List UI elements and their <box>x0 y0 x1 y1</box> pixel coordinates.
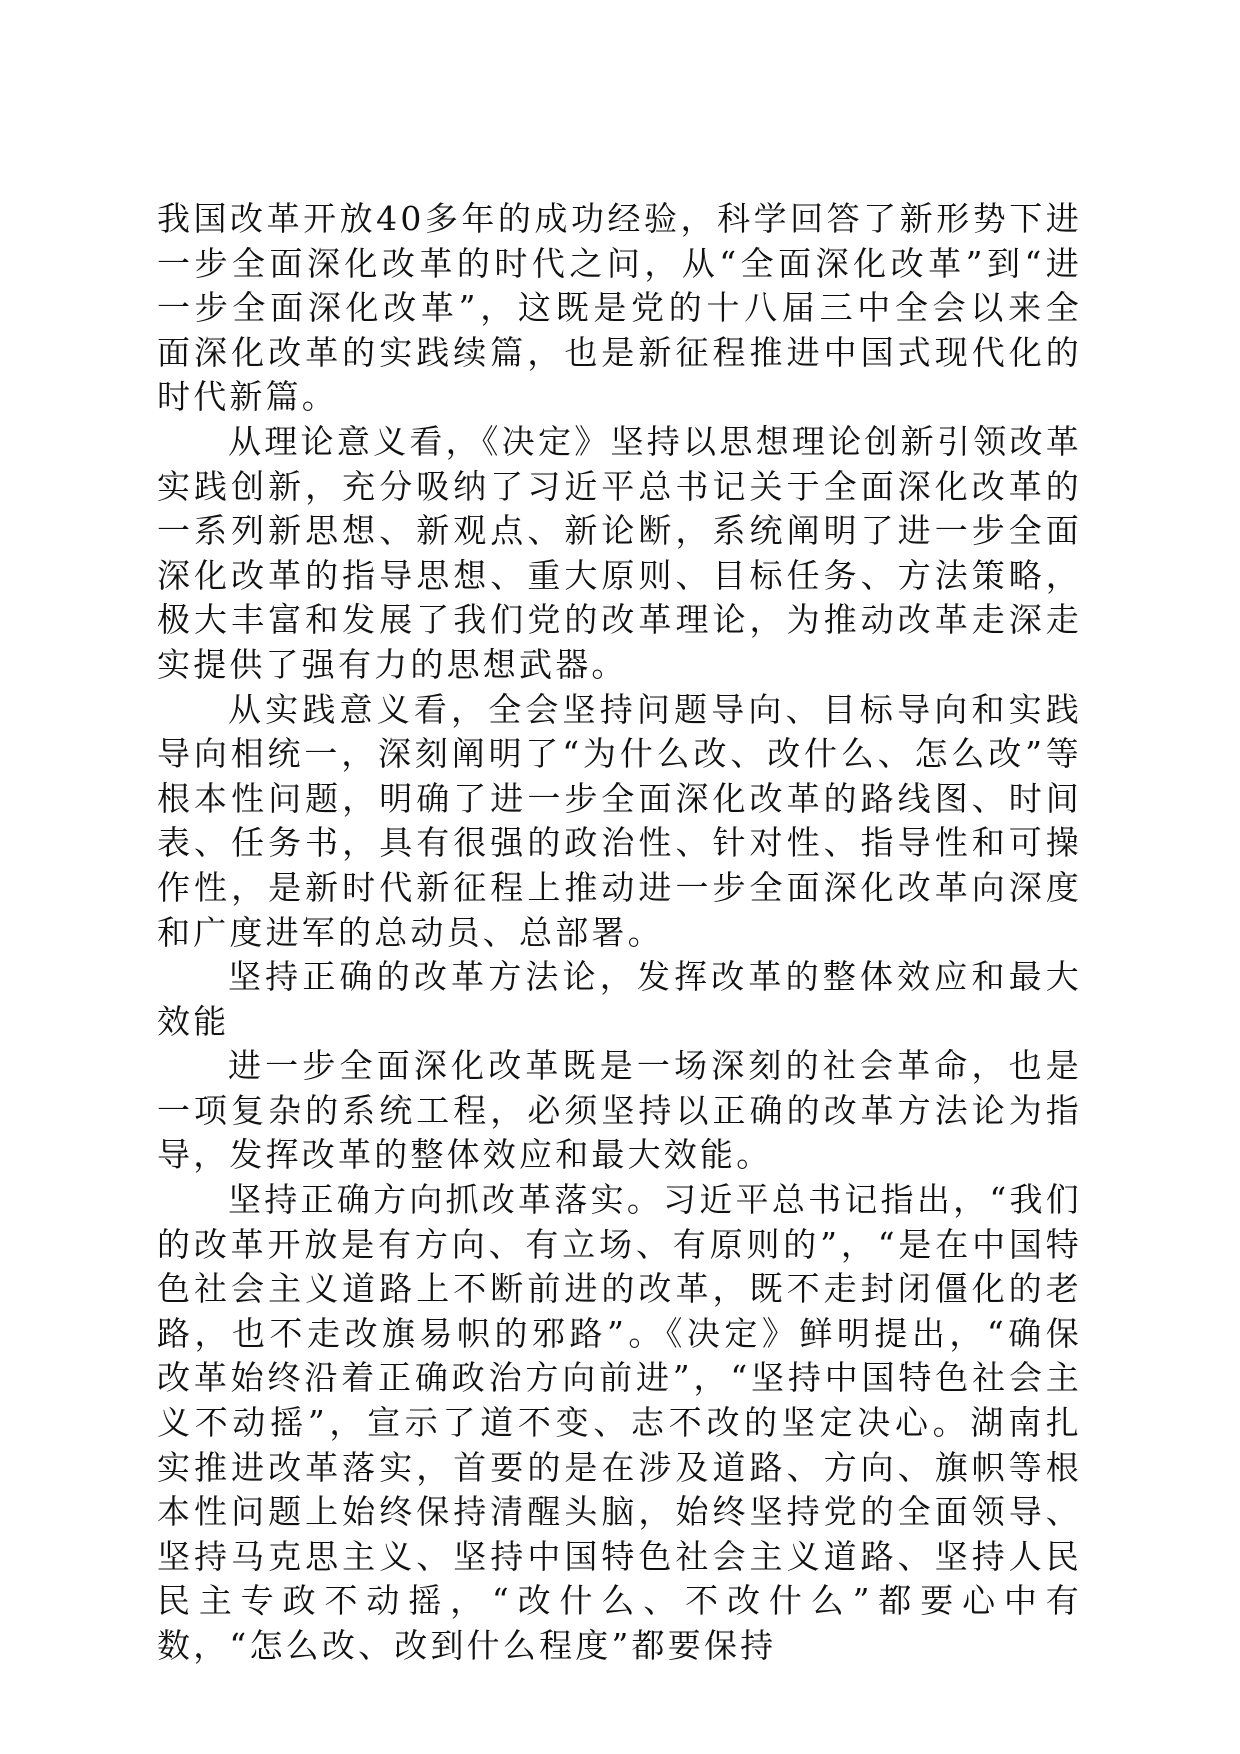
paragraph-methodology-intro: 进一步全面深化改革既是一场深刻的社会革命，也是一项复杂的系统工程，必须坚持以正确的改革方法论为指导，发挥改革的整体效应和最大效能。 <box>157 1046 1082 1175</box>
paragraph-correct-direction: 坚持正确方向抓改革落实。习近平总书记指出，“我们的改革开放是有方向、有立场、有原则的”，“是在中国特色社会主义道路上不断前进的改革，既不走封闭僵化的老路，也不走改旗易帜的邪路”。《决定》鲜明提出，“确保改革始终沿着正确政治方向前进”，“坚持中国特色社会主义不动摇”，宣示了道不变、志不改的坚定决心。湖南扎实推进改革落实，首要的是在涉及道路、方向、旗帜等根本性问题上始终保持清醒头脑，始终坚持党的全面领导、坚持马克思主义、坚持中国特色社会主义道路、坚持人民民主专政不动摇，“改什么、不改什么”都要心中有数，“怎么改、改到什么程度”都要保持 <box>157 1180 1082 1665</box>
section-heading: 坚持正确的改革方法论，发挥改革的整体效应和最大效能 <box>157 957 1082 1041</box>
paragraph-theoretical-significance: 从理论意义看，《决定》坚持以思想理论创新引领改革实践创新，充分吸纳了习近平总书记关于全面深化改革的一系列新思想、新观点、新论断，系统阐明了进一步全面深化改革的指导思想、重大原则、目标任务、方法策略，极大丰富和发展了我们党的改革理论，为推动改革走深走实提供了强有力的思想武器。 <box>157 421 1082 684</box>
paragraph-practical-significance: 从实践意义看，全会坚持问题导向、目标导向和实践导向相统一，深刻阐明了“为什么改、改什么、怎么改”等根本性问题，明确了进一步全面深化改革的路线图、时间表、任务书，具有很强的政治性、针对性、指导性和可操作性，是新时代新征程上推动进一步全面深化改革向深度和广度进军的总动员、总部署。 <box>157 689 1082 952</box>
paragraph-continuation: 我国改革开放40多年的成功经验，科学回答了新形势下进一步全面深化改革的时代之问，从“全面深化改革”到“进一步全面深化改革”，这既是党的十八届三中全会以来全面深化改革的实践续篇，也是新征程推进中国式现代化的时代新篇。 <box>157 199 1082 417</box>
document-body <box>157 197 1082 1669</box>
